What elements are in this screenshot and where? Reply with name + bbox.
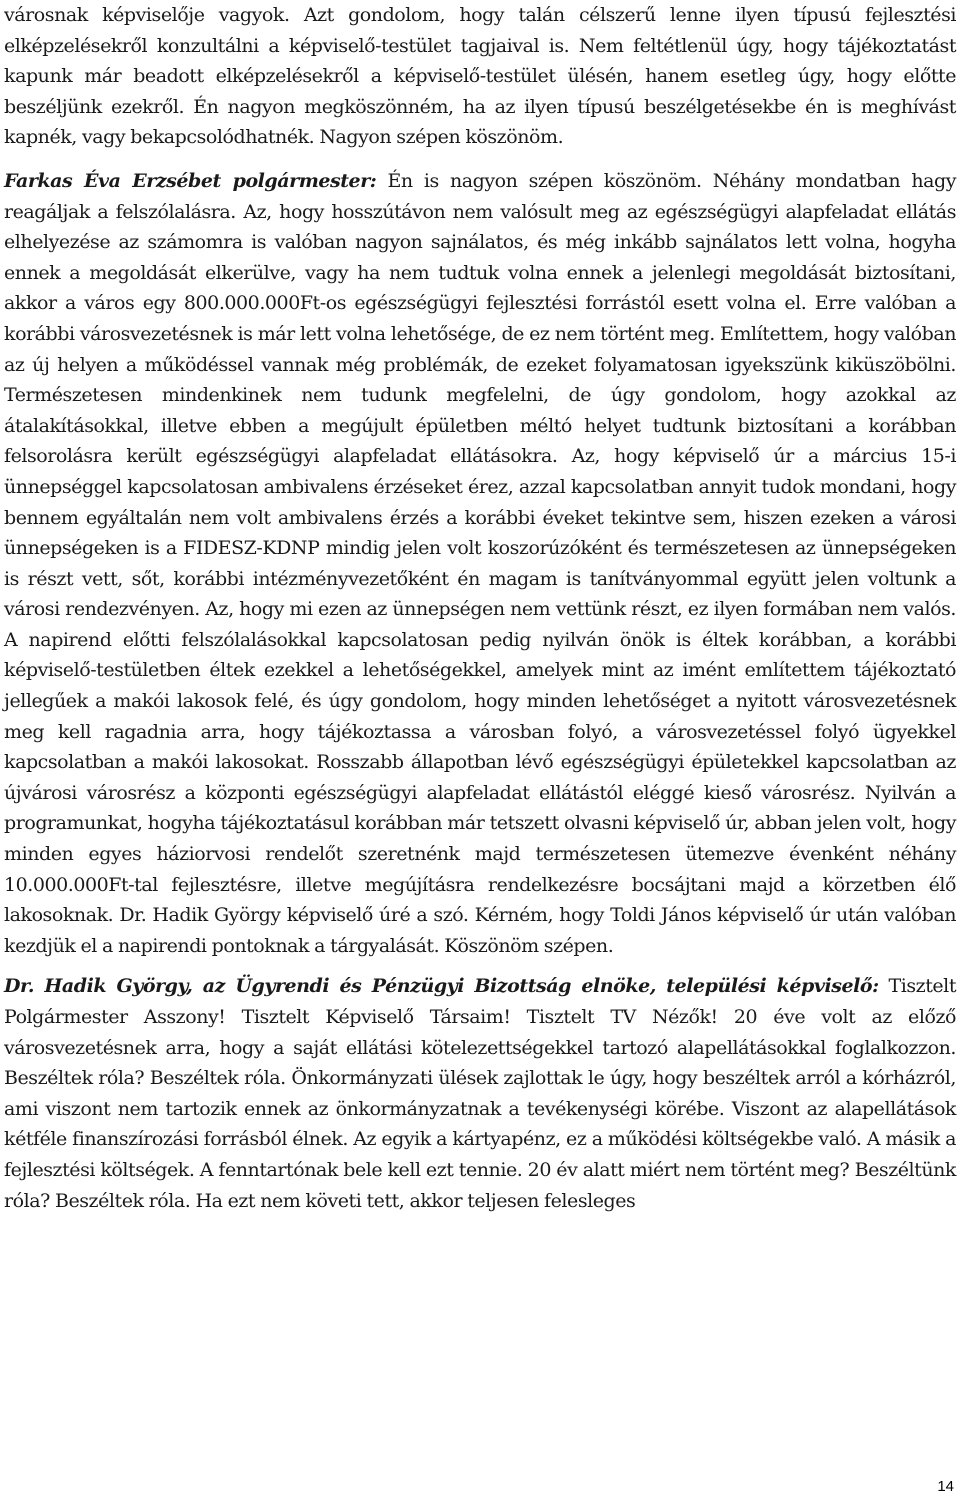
paragraph-hadik-speech [4, 971, 956, 1216]
page-number: 14 [937, 1478, 954, 1495]
paragraph-text: Tisztelt Polgármester Asszony! Tisztelt Képviselő Társaim! Tisztelt TV Nézők! 20 éve volt az előző városvezetésnek arra, hogy a saját ellátási kötelezettségekkel tartozó alapellátásokkal foglalkozzon. Beszéltek róla? Beszéltek róla. Önkormányzati ülések zajlottak le úgy, hogy beszéltek arról a kórházról, ami viszont nem tartozik ennek az önkormányzatnak a tevékenységi körébe. Viszont az alapellátások kétféle finanszírozási forrásból élnek. Az egyik a kártyapénz, ez a működési költségekbe való. A másik a fejlesztési költségek. A fenntartónak bele kell ezt tennie. 20 év alatt miért nem történt meg? Beszéltünk róla? Beszéltek róla. Ha ezt nem követi tett, akkor teljesen felesleges [4, 975, 956, 1212]
paragraph-text: városnak képviselője vagyok. Azt gondolom, hogy talán célszerű lenne ilyen típusú fejlesztési elképzelésekről konzultálni a képviselő-testület tagjaival is. Nem feltétlenül úgy, hogy tájékoztatást kapunk már beadott elképzelésekről a képviselő-testület ülésén, hanem esetleg úgy, hogy előtte beszéljünk ezekről. Én nagyon megköszönném, ha az ilyen típusú beszélgetésekbe én is meghívást kapnék, vagy bekapcsolódhatnék. Nagyon szépen köszönöm. [4, 4, 956, 149]
paragraph-mayor-reply [4, 166, 956, 961]
paragraph-text: Én is nagyon szépen köszönöm. Néhány mondatban hagy reagáljak a felszólalásra. Az, hogy hosszútávon nem valósult meg az egészségügyi alapfeladat ellátás elhelyezése az számomra is valóban nagyon sajnálatos, és még inkább sajnálatos lett volna, hogyha ennek a megoldását elkerülve, vagy ha nem tudtuk volna ennek a jelenlegi megoldását biztosítani, akkor a város egy 800.000.000Ft-os egészségügyi fejlesztési forrástól esett volna el. Erre valóban a korábbi városvezetésnek is már lett volna lehetősége, de ez nem történt meg. Említettem, hogy valóban az új helyen a működéssel vannak még problémák, de ezeket folyamatosan igyekszünk kiküszöbölni. Természetesen mindenkinek nem tudunk megfelelni, de úgy gondolom, hogy azokkal az átalakításokkal, illetve ebben a megújult épületben méltó helyet tudtunk biztosítani a korábban felsorolásra került egészségügyi alapfeladat ellátásokra. Az, hogy képviselő úr a március 15-i ünnepséggel kapcsolatosan ambivalens érzéseket érez, azzal kapcsolatban annyit tudok mondani, hogy bennem egyáltalán nem volt ambivalens érzés a korábbi éveket tekintve sem, hiszen ezeken a városi ünnepségeken is a FIDESZ-KDNP mindig jelen volt koszorúzóként és természetesen az ünnepségeken is részt vett, sőt, korábbi intézményvezetőként én magam is tanítványommal együtt jelen voltunk a városi rendezvényen. Az, hogy mi ezen az ünnepségen nem vettünk részt, ez ilyen formában nem valós. A napirend előtti felszólalásokkal kapcsolatosan pedig nyilván önök is éltek korábban, a korábbi képviselő-testületben éltek ezekkel a lehetőségekkel, amelyek mint az imént említettem tájékoztató jellegűek a makói lakosok felé, és úgy gondolom, hogy minden lehetőséget a nyitott városvezetésnek meg kell ragadnia arra, hogy tájékoztassa a városban folyó, a városvezetéssel folyó ügyekkel kapcsolatban a makói lakosokat. Rosszabb állapotban lévő egészségügyi épületekkel kapcsolatban az újvárosi városrész a központi egészségügyi alapfeladat ellátástól eléggé kieső városrész. Nyilván a programunkat, hogyha tájékoztatásul korábban már tetszett olvasni képviselő úr, abban jelen volt, hogy minden egyes háziorvosi rendelőt szeretnénk majd természetesen ütemezve évenként néhány 10.000.000Ft-tal fejlesztésre, illetve megújításra rendelkezésre bocsájtani majd a körzetben élő lakosoknak. Dr. Hadik György képviselő úré a szó. Kérném, hogy Toldi János képviselő úr után valóban kezdjük el a napirendi pontoknak a tárgyalását. Köszönöm szépen. [4, 169, 956, 957]
paragraph-continuation [4, 0, 956, 153]
speaker-name: Farkas Éva Erzsébet polgármester: [4, 169, 377, 192]
document-page [4, 0, 956, 1216]
speaker-name: Dr. Hadik György, az Ügyrendi és Pénzügyi Bizottság elnöke, települési képviselő: [4, 975, 879, 998]
